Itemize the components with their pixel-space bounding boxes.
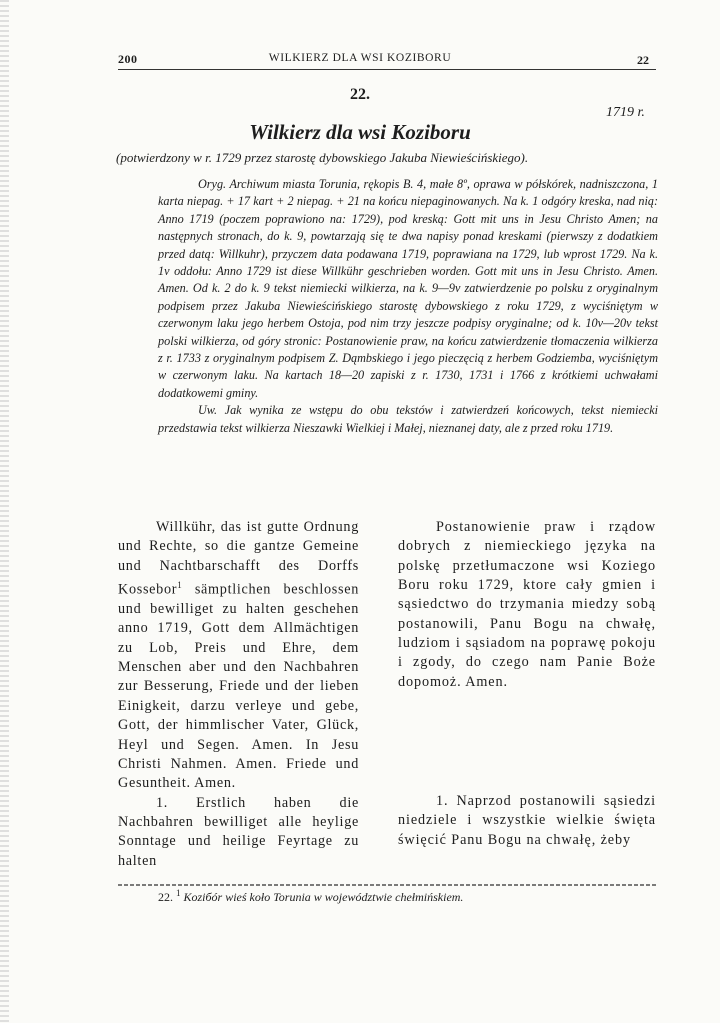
footnote [158,888,658,905]
header-rule [118,69,656,70]
note-paragraph: Uw. Jak wynika ze wstępu do obu tekstów i zatwierdzeń końcowych, tekst niemiecki przedstawia tekst wilkierza Nieszawki Wielkiej i Małej, nieznanej daty, ale z przed roku 1719. [158,403,658,435]
document-date: 1719 r. [606,105,645,120]
footnote-mark: 1 [176,888,181,898]
source-description [158,176,658,437]
page-number: 200 [118,52,138,66]
german-text-column [118,518,359,871]
german-intro [118,518,359,794]
german-intro-text: Willkühr, das ist gutte Ordnung und Rechte, so die gantze Gemeine und Nachtbarschafft des Dorffs Kossebor [118,519,359,598]
footnote-rule [118,884,656,886]
german-intro-rest: sämptlichen beschlossen und bewilliget zu halten geschehen anno 1719, Gott dem Allmächtigen zu Lob, Preis und Ehre, dem Menschen aber und den Nachbahren zur Besserung, Friede und der lieben Einigkeit, darzu verleye und gebe, Gott, der himmlischer Vater, Glück, Heyl und Segen. Amen. In Jesu Christi Nahmen. Amen. Friede und Gesuntheit. Amen. [118,581,359,792]
document-title: Wilkierz dla wsi Koziboru [249,120,471,144]
source-paragraph: Oryg. Archiwum miasta Torunia, rękopis B. 4, małe 8º, oprawa w półskórek, nadniszczona, 1 karta niepag. + 17 kart + 2 niepag. + 21 na końcu niepaginowanych. Na k. 1 odgóry kreska, nad nią: Anno 1719 (poczem poprawiono na: 1729), pod kreską: Gott mit uns in Jesu Christo Amen; na następnych stronach, do k. 9, powtarzają się te dwa napisy ponad kreskami (pierwszy z dodatkiem przed datą: Willkuhr), przyczem data podawana 1719, poprawiana na 1729, lub wprost 1729. Na k. 1v oddołu: Anno 1729 ist diese Willkühr geschrieben worden. Gott mit uns in Jesu Christo. Amen. Amen. Od k. 2 do k. 9 tekst niemiecki wilkierza, na k. 9—9v zatwierdzenie po polsku z oryginalnym podpisem przez Jakuba Niewieścińskiego starostę dybowskiego z roku 1729, z wyciśniętym w czerwonym laku jego herbem Ostoja, pod nim trzy jeszcze podpisy oryginalne; od k. 10v—20v tekst polski wilkierza, od góry stronic: Postanowienie praw, na końcu zatwierdzenie tłomaczenia wilkierza z r. 1733 z oryginalnym podpisem Z. Dąmbskiego i jego pieczęcią z herbem Godziemba, wyciśniętym w czerwonym laku. Na kartach 18—20 zapiski z r. 1730, 1731 i 1766 z krótkiemi uchwałami dodatkowemi gminy. [158,177,658,400]
footnote-number: 22. [158,890,173,904]
footnote-reference: 1 [177,580,183,591]
polish-text-column [398,518,656,850]
german-section-1: 1. Erstlich haben die Nachbahren bewilliget alle heylige Sonntage und heilige Feyrtage zu halten [118,794,359,869]
document-subtitle: (potwierdzony w r. 1729 przez starostę dybowskiego Jakuba Niewieścińskiego). [116,150,529,165]
document-number: 22. [350,86,370,103]
running-title: WILKIERZ DLA WSI KOZIBORU [268,52,452,64]
polish-section-1: 1. Naprzod postanowili sąsiedzi niedziele i wszystkie wielkie święta święcić Panu Bogu na chwałę, żeby [398,793,656,848]
page-binding-edge [0,0,9,1023]
footnote-text: Koziбór wieś koło Torunia w województwie chełmińskiem. [183,890,464,904]
header-document-number: 22 [637,53,649,67]
polish-intro: Postanowienie praw i rządow dobrych z niemieckiego języka na polskę przetłumaczone wsi Koziego Boru roku 1729, ktore cały gmien i sąsiedctwo do trzymania miedzy sobą postanowili, Panu Bogu na chwałę, ludziom i sąsiadom na poprawę pokoju i zgody, do czego nam Panie Boże dopomoż. Amen. [398,519,656,690]
